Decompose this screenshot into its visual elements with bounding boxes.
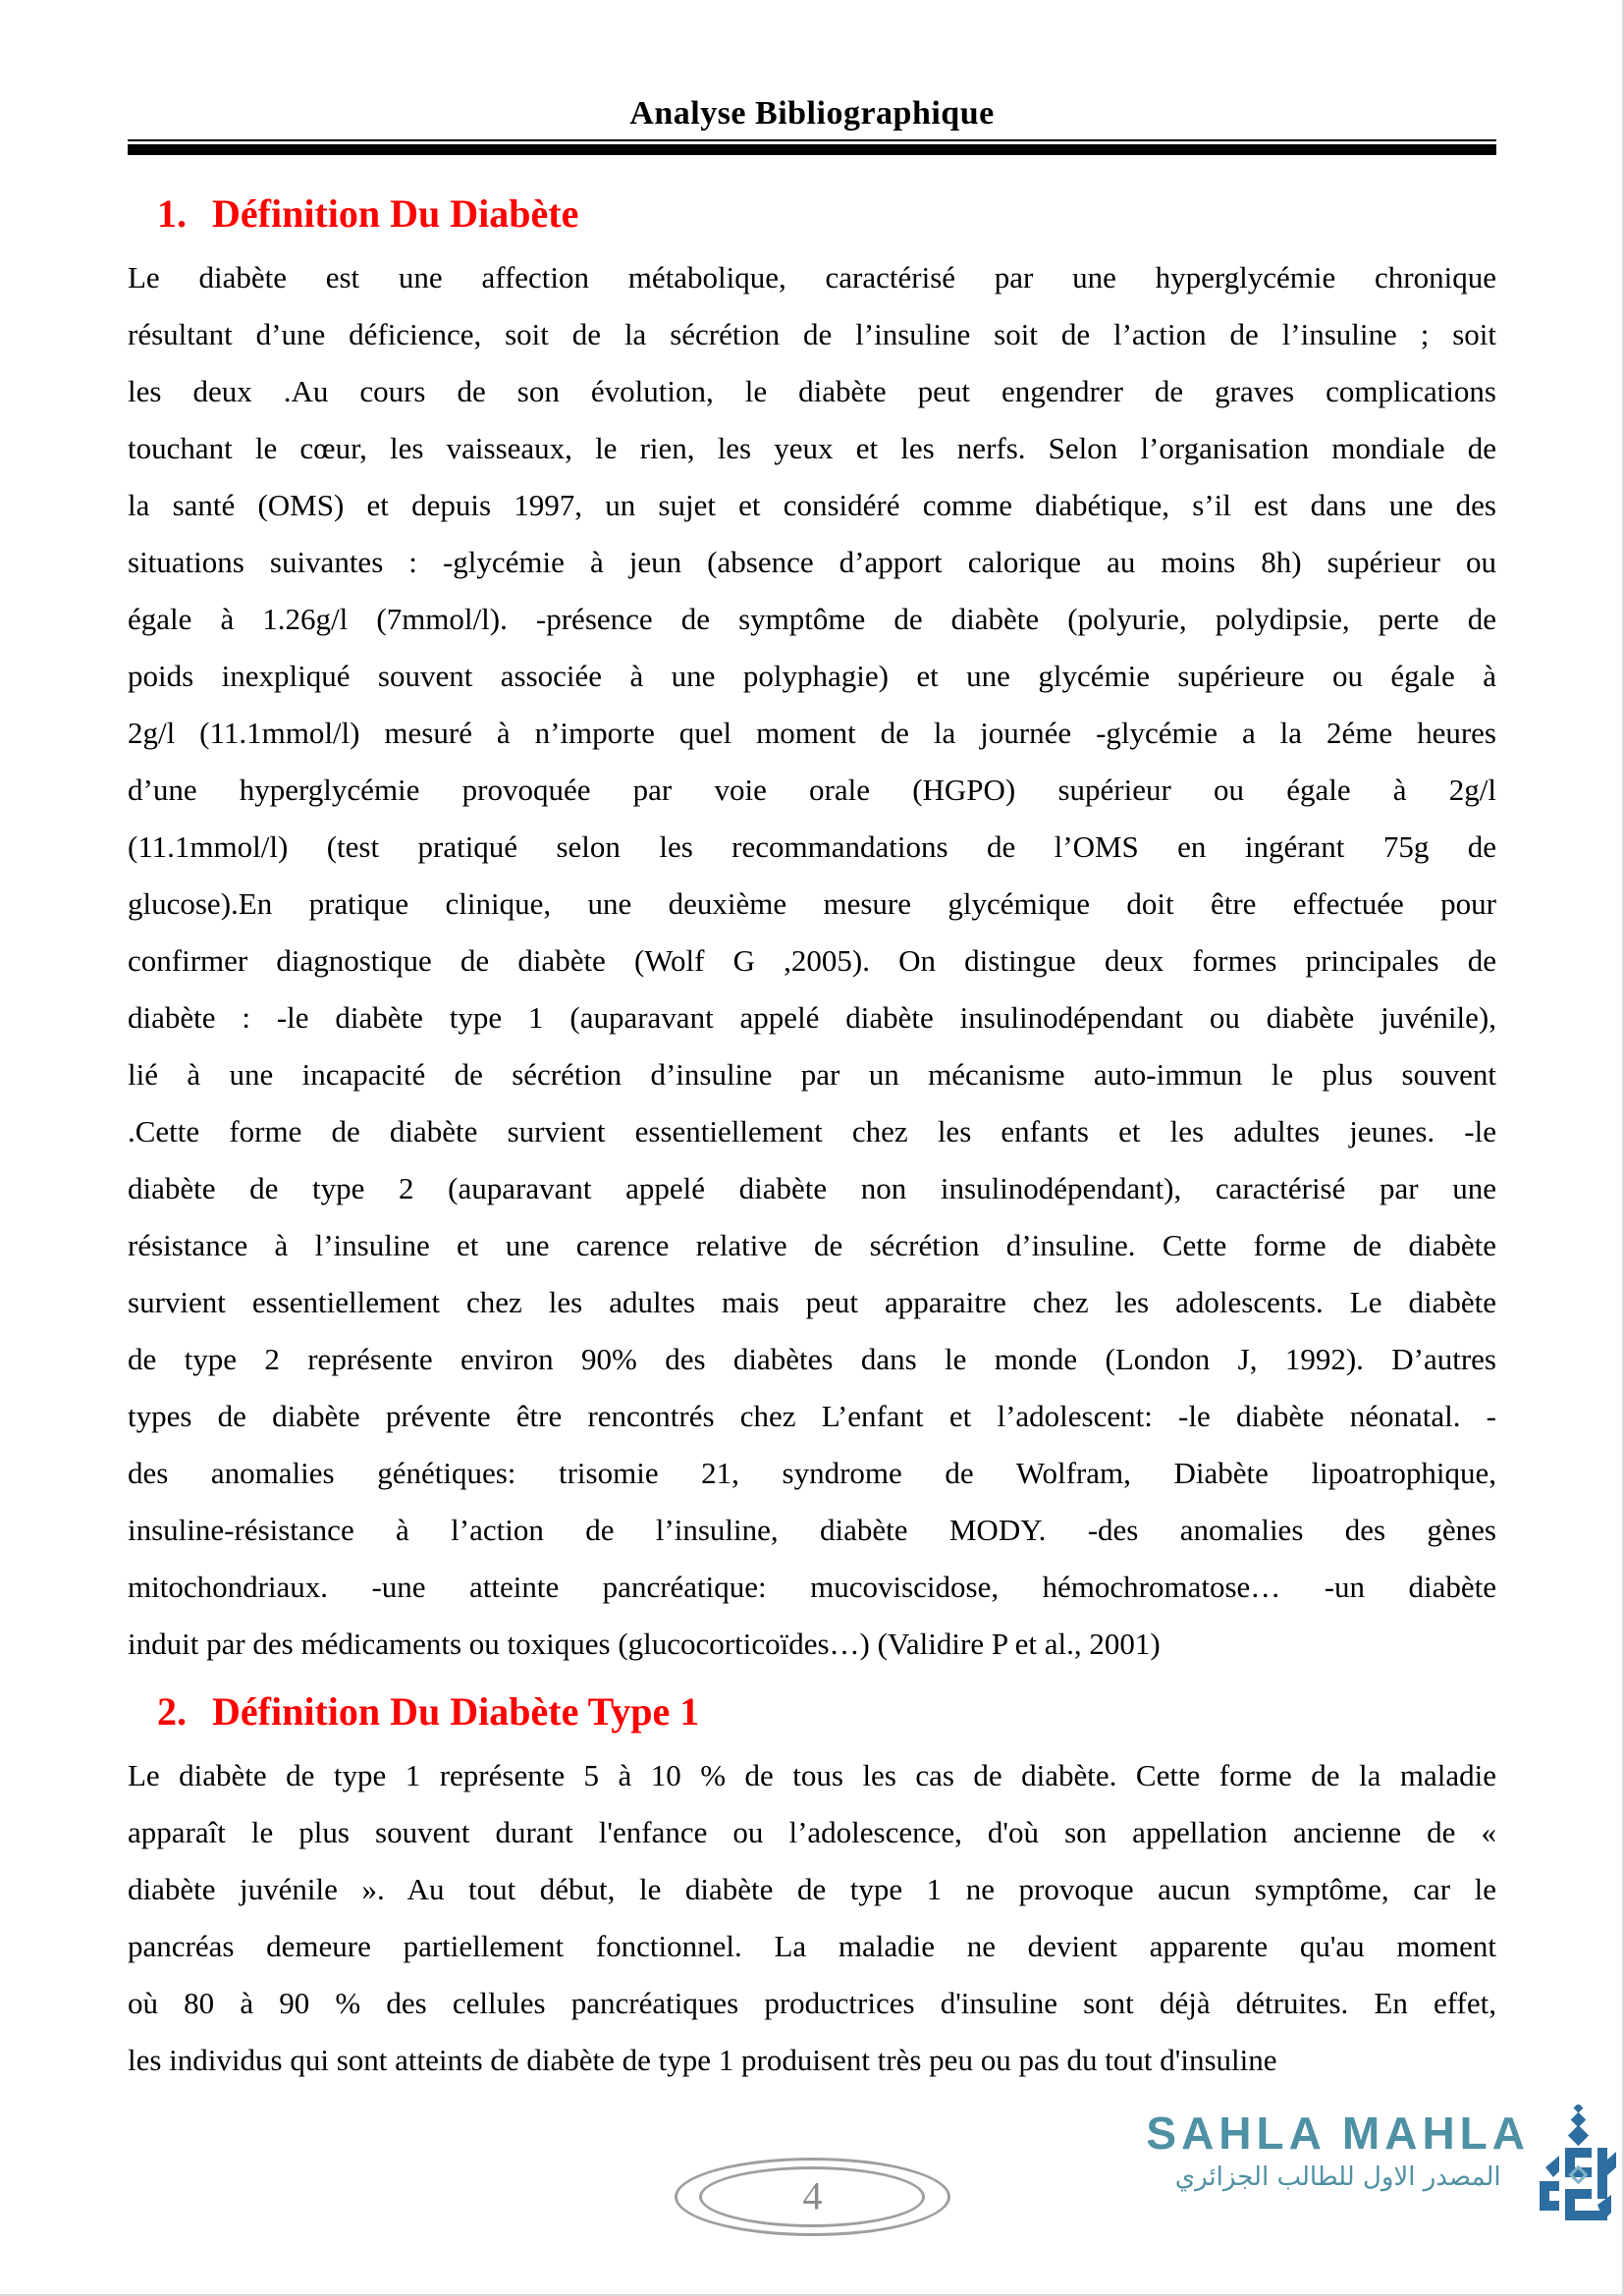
section-2-heading — [128, 1688, 1496, 1735]
paragraph-line: diabète juvénile ». Au tout début, le diabète de type 1 ne provoque aucun symptôme, car le — [128, 1872, 1496, 1906]
section-2-paragraph — [128, 1747, 1496, 2089]
paragraph-line: la santé (OMS) et depuis 1997, un sujet et considéré comme diabétique, s’il est dans une des — [128, 488, 1496, 522]
paragraph-line: induit par des médicaments ou toxiques (glucocorticoïdes…) (Validire P et al., 2001) — [128, 1627, 1161, 1661]
paragraph-line: (11.1mmol/l) (test pratiqué selon les recommandations de l’OMS en ingérant 75g de — [128, 829, 1496, 864]
paragraph-line: poids inexpliqué souvent associée à une polyphagie) et une glycémie supérieure ou égale à — [128, 659, 1496, 693]
paragraph-line: d’une hyperglycémie provoquée par voie orale (HGPO) supérieur ou égale à 2g/l — [128, 773, 1496, 807]
paragraph-line: 2g/l (11.1mmol/l) mesuré à n’importe quel moment de la journée -glycémie a la 2éme heures — [128, 716, 1496, 750]
paragraph-line: où 80 à 90 % des cellules pancréatiques productrices d'insuline sont déjà détruites. En effet, — [128, 1986, 1496, 2020]
paragraph-line: lié à une incapacité de sécrétion d’insuline par un mécanisme auto-immun le plus souvent — [128, 1057, 1496, 1092]
paragraph-line: résultant d’une déficience, soit de la sécrétion de l’insuline soit de l’action de l’insuline ; soit — [128, 317, 1496, 351]
paragraph-line: les individus qui sont atteints de diabète de type 1 produisent très peu ou pas du tout d'insuline — [128, 2043, 1277, 2077]
paragraph-line: types de diabète prévente être rencontrés chez L’enfant et l’adolescent: -le diabète néonatal. - — [128, 1399, 1496, 1433]
section-1-heading — [128, 190, 1496, 238]
page-number: 4 — [802, 2173, 823, 2218]
paragraph-line: égale à 1.26g/l (7mmol/l). -présence de symptôme de diabète (polyurie, polydipsie, perte de — [128, 602, 1496, 636]
paragraph-line: situations suivantes : -glycémie à jeun (absence d’apport calorique au moins 8h) supérieur ou — [128, 545, 1496, 579]
brand-name: SAHLA MAHLA — [1146, 2108, 1530, 2159]
paragraph-line: apparaît le plus souvent durant l'enfance ou l’adolescence, d'où son appellation ancienne de « — [128, 1815, 1496, 1849]
paragraph-line: diabète de type 2 (auparavant appelé diabète non insulinodépendant), caractérisé par une — [128, 1171, 1496, 1205]
paragraph-line: Le diabète est une affection métabolique, caractérisé par une hyperglycémie chronique — [128, 260, 1496, 294]
section-2-title: Définition Du Diabète Type 1 — [212, 1689, 700, 1734]
paragraph-line: résistance à l’insuline et une carence relative de sécrétion d’insuline. Cette forme de diabète — [128, 1228, 1496, 1262]
running-head-title: Analyse Bibliographique — [629, 95, 995, 132]
section-1-paragraph — [128, 249, 1496, 1673]
paragraph-line: touchant le cœur, les vaisseaux, le rien, les yeux et les nerfs. Selon l’organisation mondiale de — [128, 431, 1496, 465]
paragraph-line: de type 2 représente environ 90% des diabètes dans le monde (London J, 1992). D’autres — [128, 1342, 1496, 1376]
paragraph-line: des anomalies génétiques: trisomie 21, syndrome de Wolfram, Diabète lipoatrophique, — [128, 1456, 1496, 1490]
brand-text-block — [1146, 2109, 1530, 2197]
brand-tagline-arabic: المصدر الاول للطالب الجزائري — [1174, 2163, 1501, 2192]
paragraph-line: Le diabète de type 1 représente 5 à 10 % de tous les cas de diabète. Cette forme de la maladie — [128, 1758, 1496, 1792]
section-1-number: 1. — [157, 191, 187, 236]
paragraph-line: glucose).En pratique clinique, une deuxième mesure glycémique doit être effectuée pour — [128, 886, 1496, 921]
paragraph-line: .Cette forme de diabète survient essentiellement chez les enfants et les adultes jeunes. -le — [128, 1114, 1496, 1148]
page-header — [128, 0, 1496, 155]
section-2-number: 2. — [157, 1689, 187, 1734]
paragraph-line: confirmer diagnostique de diabète (Wolf G ,2005). On distingue deux formes principales de — [128, 943, 1496, 978]
brand-logo — [1146, 2109, 1620, 2224]
paragraph-line: pancréas demeure partiellement fonctionnel. La maladie ne devient apparente qu'au moment — [128, 1929, 1496, 1963]
page-number-badge — [675, 2158, 950, 2236]
paragraph-line: survient essentiellement chez les adultes mais peut apparaitre chez les adolescents. Le diabète — [128, 1285, 1496, 1319]
section-1-title: Définition Du Diabète — [212, 191, 579, 236]
paragraph-line: diabète : -le diabète type 1 (auparavant appelé diabète insulinodépendant ou diabète juvénile), — [128, 1000, 1496, 1035]
paragraph-line: insuline-résistance à l’action de l’insuline, diabète MODY. -des anomalies des gènes — [128, 1513, 1496, 1547]
kufic-calligraphy-logo-icon — [1536, 2105, 1620, 2224]
header-rule-thin — [128, 139, 1496, 141]
paragraph-line: mitochondriaux. -une atteinte pancréatique: mucoviscidose, hémochromatose… -un diabète — [128, 1570, 1496, 1604]
header-rule-thick — [128, 144, 1496, 155]
paragraph-line: les deux .Au cours de son évolution, le diabète peut engendrer de graves complications — [128, 374, 1496, 408]
